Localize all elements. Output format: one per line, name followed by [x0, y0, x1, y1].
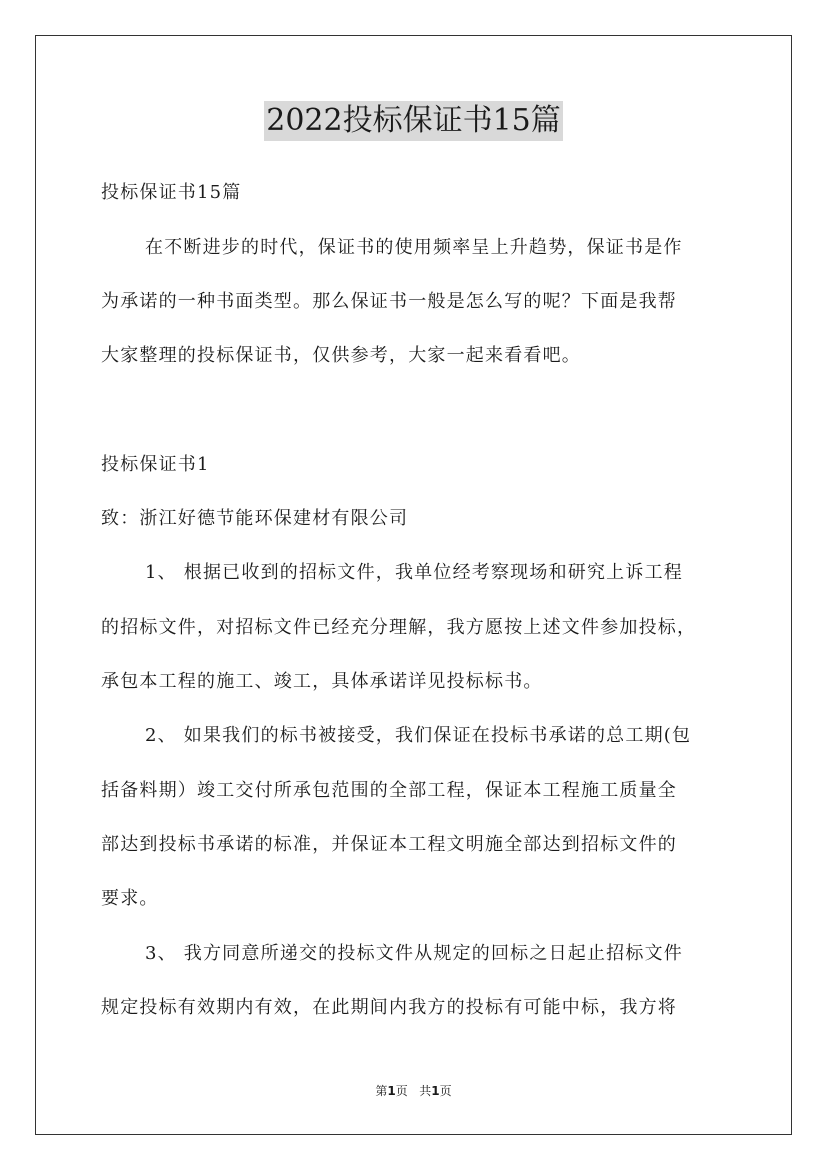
document-title: 2022投标保证书15篇	[264, 101, 563, 141]
intro-line-2: 为承诺的一种书面类型。那么保证书一般是怎么写的呢？下面是我帮	[101, 291, 677, 312]
recipient-line: 致：浙江好德节能环保建材有限公司	[101, 508, 409, 529]
item2-line-2: 括备料期）竣工交付所承包范围的全部工程，保证本工程施工质量全	[101, 780, 677, 801]
item1-line-1: 1、 根据已收到的招标文件，我单位经考察现场和研究上诉工程	[145, 562, 683, 583]
footer-page-suffix: 页	[395, 1084, 408, 1098]
footer-total-number: 1	[431, 1084, 440, 1098]
intro-line-1: 在不断进步的时代，保证书的使用频率呈上升趋势，保证书是作	[145, 237, 683, 258]
intro-line-3: 大家整理的投标保证书，仅供参考，大家一起来看看吧。	[101, 345, 581, 366]
item1-line-2: 的招标文件，对招标文件已经充分理解，我方愿按上述文件参加投标，	[101, 617, 697, 638]
item3-line-2: 规定投标有效期内有效，在此期间内我方的投标有可能中标，我方将	[101, 997, 677, 1018]
section-heading: 投标保证书1	[101, 454, 210, 475]
footer-page-prefix: 第	[375, 1084, 388, 1098]
item3-line-1: 3、 我方同意所递交的投标文件从规定的回标之日起止招标文件	[145, 943, 683, 964]
footer-page-number: 1	[387, 1084, 396, 1098]
footer-total-suffix: 页	[439, 1084, 452, 1098]
item2-line-3: 部达到投标书承诺的标准，并保证本工程文明施全部达到招标文件的	[101, 834, 677, 855]
footer-total-prefix: 共	[419, 1084, 432, 1098]
subtitle: 投标保证书15篇	[101, 182, 242, 203]
title-container	[0, 101, 827, 141]
item1-line-3: 承包本工程的施工、竣工，具体承诺详见投标标书。	[101, 671, 543, 692]
item2-line-1: 2、 如果我们的标书被接受，我们保证在投标书承诺的总工期(包	[145, 725, 692, 746]
page-footer	[0, 1083, 827, 1099]
item2-line-4: 要求。	[101, 888, 159, 909]
